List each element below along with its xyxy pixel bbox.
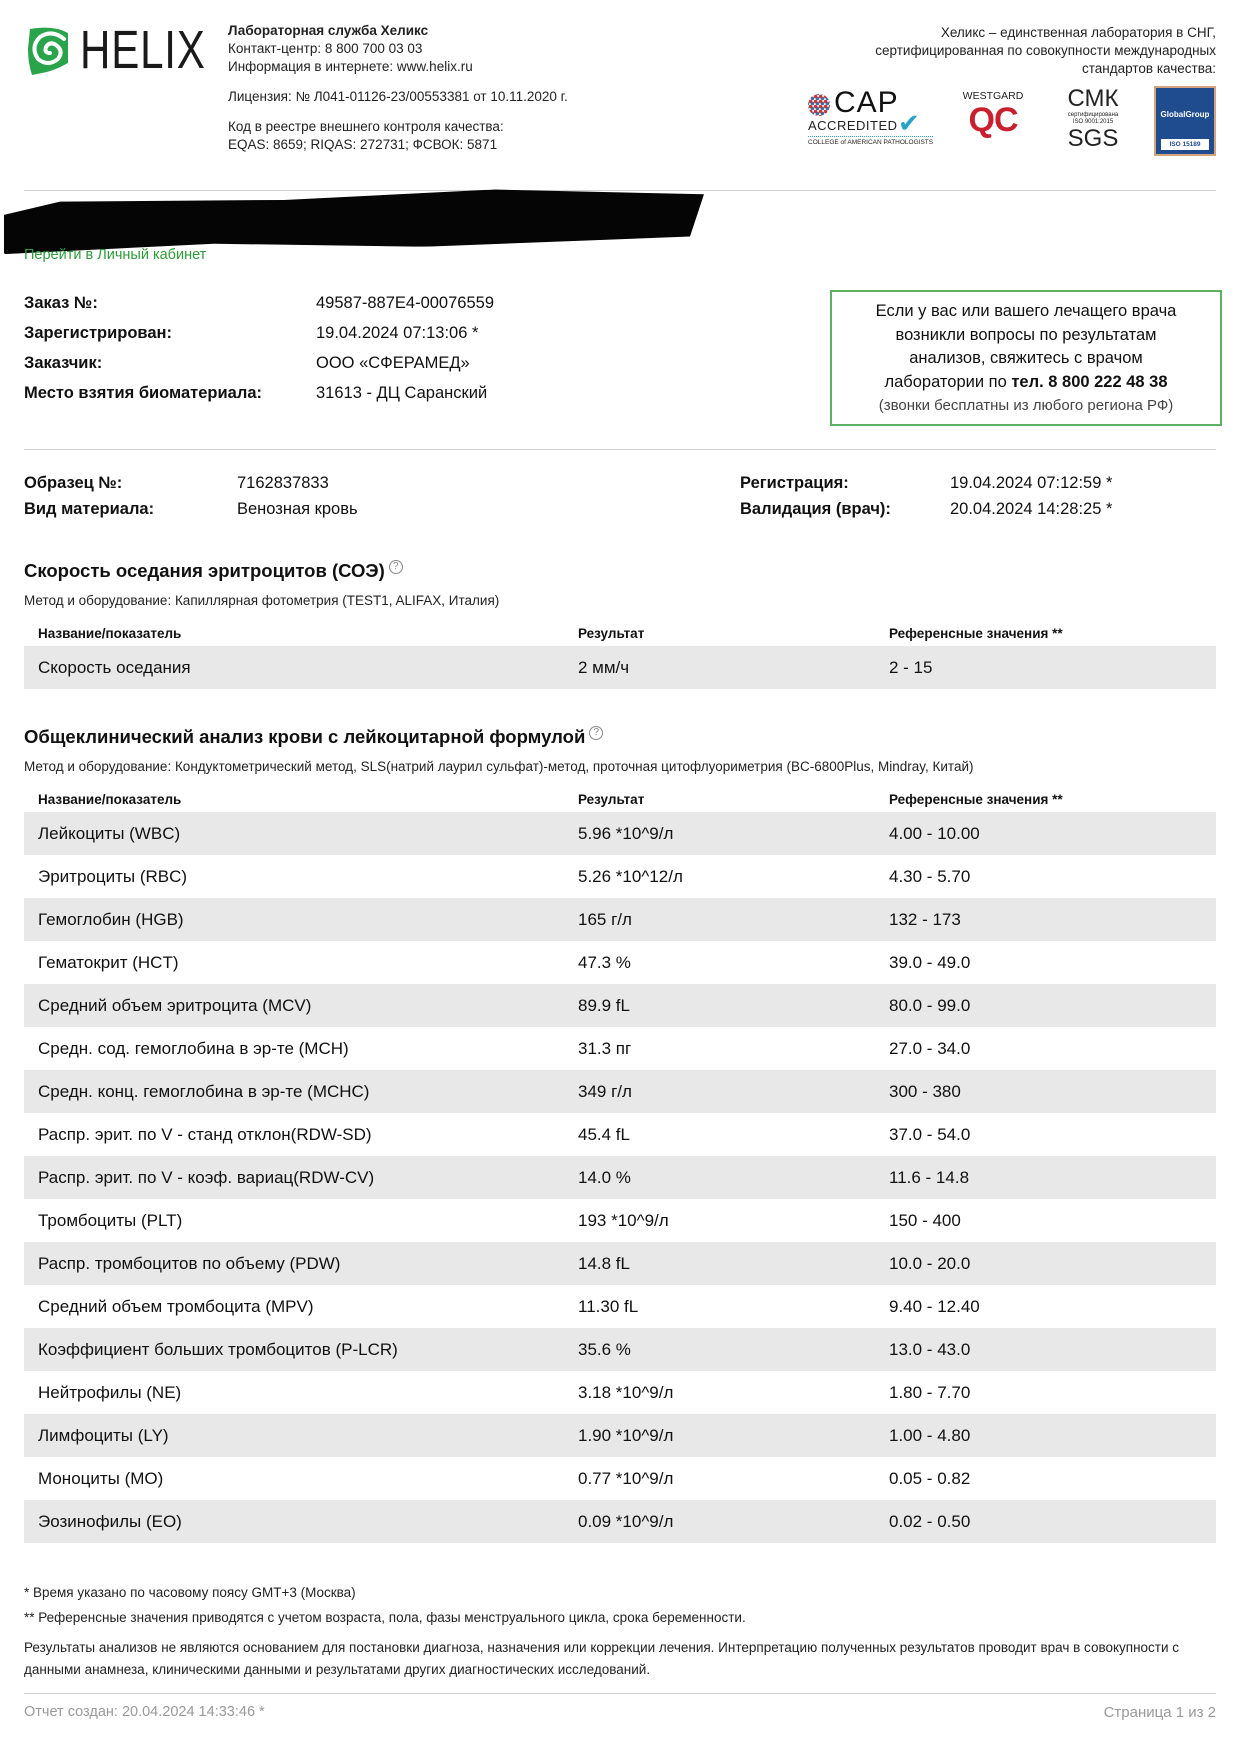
cert-line-2: сертифицированная по совокупности международных xyxy=(875,43,1216,58)
row-name: Гематокрит (HCT) xyxy=(38,953,179,972)
row-result: 5.26 *10^12/л xyxy=(578,867,683,886)
globalgroup-iso-logo xyxy=(1154,86,1216,156)
order-number-label: Заказ №: xyxy=(24,294,98,312)
table-row xyxy=(24,941,1216,984)
row-reference: 13.0 - 43.0 xyxy=(889,1340,971,1359)
order-number-value: 49587-887E4-00076559 xyxy=(316,294,494,312)
help-icon[interactable]: ? xyxy=(589,726,603,740)
row-name: Эритроциты (RBC) xyxy=(38,867,188,886)
material-value: Венозная кровь xyxy=(237,500,358,518)
table-row xyxy=(24,1328,1216,1371)
cmk-certified-text: сертифицирована xyxy=(1067,112,1119,118)
table-row xyxy=(24,1113,1216,1156)
iso-15189-text: ISO 15189 xyxy=(1161,139,1209,150)
cert-line-3: стандартов качества: xyxy=(1082,61,1216,76)
collection-site-label: Место взятия биоматериала: xyxy=(24,384,262,402)
cert-line-1: Хеликс – единственная лаборатория в СНГ, xyxy=(940,25,1216,40)
registered-value: 19.04.2024 07:13:06 * xyxy=(316,324,479,342)
esr-title-text: Скорость оседания эритроцитов (СОЭ) xyxy=(24,560,385,581)
col-reference-header: Референсные значения ** xyxy=(889,626,1063,641)
table-header xyxy=(24,622,1216,646)
helix-spiral-icon xyxy=(24,23,74,77)
sample-number-value: 7162837833 xyxy=(237,474,329,492)
row-name: Средн. конц. гемоглобина в эр-те (MCHC) xyxy=(38,1082,370,1101)
collection-site-value: 31613 - ДЦ Саранский xyxy=(316,384,488,402)
esr-method: Метод и оборудование: Капиллярная фотометрия (TEST1, ALIFAX, Италия) xyxy=(24,593,500,608)
row-reference: 1.80 - 7.70 xyxy=(889,1383,971,1402)
row-reference: 300 - 380 xyxy=(889,1082,961,1101)
row-result: 47.3 % xyxy=(578,953,631,972)
registry-label: Код в реестре внешнего контроля качества: xyxy=(228,119,504,134)
table-row xyxy=(24,984,1216,1027)
callout-note: (звонки бесплатны из любого региона РФ) xyxy=(878,397,1174,414)
globalgroup-text: GlobalGroup xyxy=(1160,110,1210,119)
westgard-text: WESTGARD xyxy=(962,90,1024,102)
row-name: Распр. тромбоцитов по объему (PDW) xyxy=(38,1254,341,1273)
validation-label: Валидация (врач): xyxy=(740,500,891,518)
divider xyxy=(24,449,1216,450)
row-reference: 132 - 173 xyxy=(889,910,961,929)
disclaimer: Результаты анализов не являются основанием для постановки диагноза, назначения или коррекции лечения. Интерпретацию полученных результатов проводит врач в совокупности с данными анамнеза, клиническими данными и результатами других диагностических исследований. xyxy=(24,1640,1180,1677)
col-result-header: Результат xyxy=(578,626,645,641)
certification-text xyxy=(756,24,1216,78)
col-name-header: Название/показатель xyxy=(38,792,182,807)
lab-info xyxy=(228,22,568,154)
cbc-table xyxy=(24,788,1216,1543)
validation-value: 20.04.2024 14:28:25 * xyxy=(950,500,1113,518)
reference-note: ** Референсные значения приводятся с учетом возраста, пола, фазы менструального цикла, срока беременности. xyxy=(24,1610,746,1625)
table-row xyxy=(24,1242,1216,1285)
col-reference-header: Референсные значения ** xyxy=(889,792,1063,807)
cbc-method: Метод и оборудование: Кондуктометрический метод, SLS(натрий лаурил сульфат)-метод, проточная цитофлуориметрия (BC-6800Plus, Mindray, Китай) xyxy=(24,759,974,774)
material-label: Вид материала: xyxy=(24,500,155,518)
cap-college-text: COLLEGE of AMERICAN PATHOLOGISTS xyxy=(808,136,933,146)
registration-label: Регистрация: xyxy=(740,474,849,492)
callout-line: Если у вас или вашего лечащего врача xyxy=(875,302,1177,320)
row-name: Эозинофилы (EO) xyxy=(38,1512,182,1531)
row-result: 349 г/л xyxy=(578,1082,632,1101)
row-result: 193 *10^9/л xyxy=(578,1211,669,1230)
contact-center: Контакт-центр: 8 800 700 03 03 xyxy=(228,41,423,56)
redacted-patient-name xyxy=(4,186,704,254)
row-reference: 150 - 400 xyxy=(889,1211,961,1230)
registered-label: Зарегистрирован: xyxy=(24,324,172,342)
table-row xyxy=(24,1414,1216,1457)
cbc-title-text: Общеклинический анализ крови с лейкоцитарной формулой xyxy=(24,726,586,747)
customer-value: ООО «СФЕРАМЕД» xyxy=(316,354,470,372)
row-result: 5.96 *10^9/л xyxy=(578,824,674,843)
table-row xyxy=(24,898,1216,941)
table-row xyxy=(24,1457,1216,1500)
sample-number-label: Образец №: xyxy=(24,474,123,492)
row-result: 0.77 *10^9/л xyxy=(578,1469,674,1488)
certification-logos xyxy=(808,86,1220,158)
timezone-note: * Время указано по часовому поясу GMT+3 (Москва) xyxy=(24,1585,356,1600)
esr-section-title xyxy=(24,560,403,582)
cmk-text: СМК xyxy=(1067,85,1119,112)
table-row xyxy=(24,1199,1216,1242)
sample-info xyxy=(24,472,537,520)
col-name-header: Название/показатель xyxy=(38,626,182,641)
page-number: Страница 1 из 2 xyxy=(1103,1704,1216,1721)
table-row xyxy=(24,855,1216,898)
personal-cabinet-link[interactable]: Перейти в Личный кабинет xyxy=(24,247,207,263)
row-reference: 37.0 - 54.0 xyxy=(889,1125,971,1144)
row-reference: 9.40 - 12.40 xyxy=(889,1297,980,1316)
registration-value: 19.04.2024 07:12:59 * xyxy=(950,474,1113,492)
table-row xyxy=(24,1500,1216,1543)
table-row xyxy=(24,646,1216,689)
row-reference: 1.00 - 4.80 xyxy=(889,1426,971,1445)
row-result: 14.8 fL xyxy=(578,1254,630,1273)
row-reference: 0.02 - 0.50 xyxy=(889,1512,971,1531)
qc-text: QC xyxy=(968,101,1018,139)
row-result: 14.0 % xyxy=(578,1168,631,1187)
doctor-contact-callout xyxy=(830,290,1222,426)
col-result-header: Результат xyxy=(578,792,645,807)
cbc-section-title xyxy=(24,726,603,748)
cap-accredited-text: ACCREDITED xyxy=(808,118,898,133)
row-name: Средний объем эритроцита (MCV) xyxy=(38,996,312,1015)
row-result: 1.90 *10^9/л xyxy=(578,1426,674,1445)
row-reference: 11.6 - 14.8 xyxy=(889,1168,970,1187)
row-name: Моноциты (MO) xyxy=(38,1469,164,1488)
divider xyxy=(24,1693,1216,1694)
report-created: Отчет создан: 20.04.2024 14:33:46 * xyxy=(24,1704,265,1720)
row-reference: 80.0 - 99.0 xyxy=(889,996,971,1015)
row-reference: 2 - 15 xyxy=(889,658,933,677)
row-reference: 4.00 - 10.00 xyxy=(889,824,980,843)
row-name: Тромбоциты (PLT) xyxy=(38,1211,183,1230)
row-name: Скорость оседания xyxy=(38,658,191,677)
row-reference: 27.0 - 34.0 xyxy=(889,1039,971,1058)
customer-label: Заказчик: xyxy=(24,354,103,372)
lab-name: Лабораторная служба Хеликс xyxy=(228,23,429,38)
row-result: 89.9 fL xyxy=(578,996,630,1015)
callout-line xyxy=(832,371,1220,395)
cbc-rows xyxy=(24,812,1216,1543)
cap-accredited-logo xyxy=(808,86,934,146)
row-name: Распр. эрит. по V - станд отклон(RDW-SD) xyxy=(38,1125,372,1144)
row-result: 45.4 fL xyxy=(578,1125,630,1144)
row-result: 165 г/л xyxy=(578,910,632,929)
callout-phone: тел. 8 800 222 48 38 xyxy=(1011,372,1168,391)
logo-text: HELIX xyxy=(80,20,206,80)
callout-prefix: лаборатории по xyxy=(884,372,1012,391)
callout-line: анализов, свяжитесь с врачом xyxy=(909,349,1143,367)
row-result: 0.09 *10^9/л xyxy=(578,1512,674,1531)
row-name: Средн. сод. гемоглобина в эр-те (MCH) xyxy=(38,1039,349,1058)
row-reference: 39.0 - 49.0 xyxy=(889,953,971,972)
table-row xyxy=(24,812,1216,855)
divider xyxy=(24,190,1216,191)
footnotes xyxy=(24,1580,746,1630)
cap-dots-icon xyxy=(808,94,830,116)
row-reference: 10.0 - 20.0 xyxy=(889,1254,971,1273)
registry-codes: EQAS: 8659; RIQAS: 272731; ФСВОК: 5871 xyxy=(228,137,498,152)
cmk-iso-text: ISO 9001:2015 xyxy=(1072,119,1114,125)
row-result: 11.30 fL xyxy=(578,1297,639,1316)
cmk-sgs-logo xyxy=(1063,86,1123,158)
row-result: 2 мм/ч xyxy=(578,658,630,677)
helix-logo xyxy=(24,20,206,80)
table-row xyxy=(24,1027,1216,1070)
website: Информация в интернете: www.helix.ru xyxy=(228,59,473,74)
row-name: Лимфоциты (LY) xyxy=(38,1426,169,1445)
cap-text: CAP xyxy=(834,86,899,119)
westgard-qc-logo xyxy=(958,90,1028,150)
row-result: 31.3 пг xyxy=(578,1039,632,1058)
row-reference: 4.30 - 5.70 xyxy=(889,867,971,886)
table-row xyxy=(24,1070,1216,1113)
checkmark-icon: ✔ xyxy=(898,108,920,138)
row-result: 3.18 *10^9/л xyxy=(578,1383,674,1402)
row-name: Гемоглобин (HGB) xyxy=(38,910,184,929)
table-row xyxy=(24,1285,1216,1328)
sample-dates xyxy=(740,472,1150,520)
help-icon[interactable]: ? xyxy=(389,560,403,574)
table-header xyxy=(24,788,1216,812)
row-name: Коэффициент больших тромбоцитов (P-LCR) xyxy=(38,1340,398,1359)
license: Лицензия: № Л041-01126-23/00553381 от 10.11.2020 г. xyxy=(228,89,568,104)
table-row xyxy=(24,1156,1216,1199)
row-name: Нейтрофилы (NE) xyxy=(38,1383,182,1402)
order-info xyxy=(24,292,616,404)
row-name: Распр. эрит. по V - коэф. вариац(RDW-CV) xyxy=(38,1168,375,1187)
sgs-text: SGS xyxy=(1067,125,1119,152)
row-name: Средний объем тромбоцита (MPV) xyxy=(38,1297,314,1316)
row-name: Лейкоциты (WBC) xyxy=(38,824,181,843)
row-result: 35.6 % xyxy=(578,1340,631,1359)
row-reference: 0.05 - 0.82 xyxy=(889,1469,971,1488)
esr-table xyxy=(24,622,1216,689)
table-row xyxy=(24,1371,1216,1414)
callout-line: возникли вопросы по результатам xyxy=(895,325,1157,344)
